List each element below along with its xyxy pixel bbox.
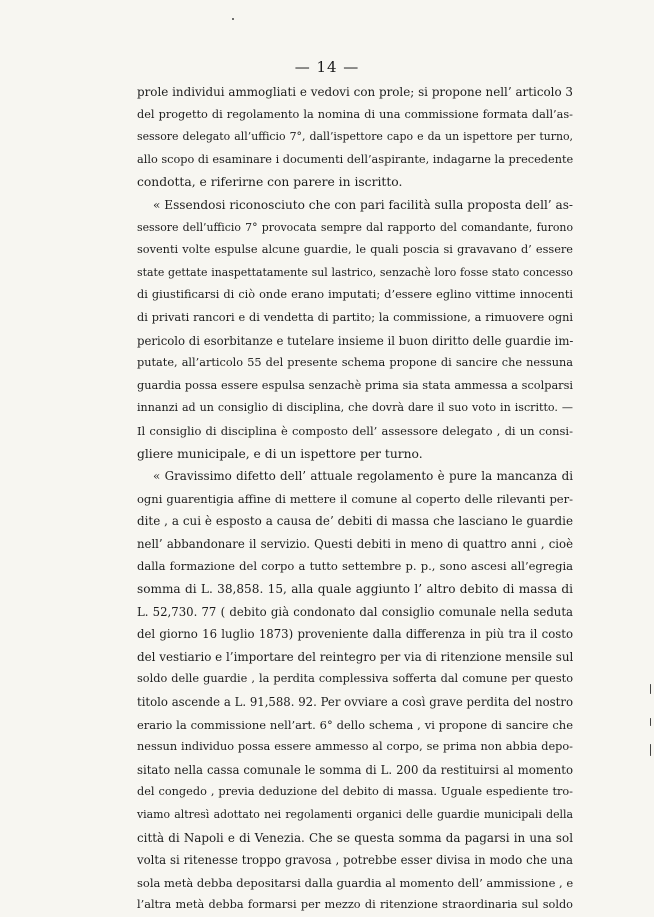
text-line: soldo delle guardie , la perdita complessiva sofferta dal comune per questo (137, 672, 573, 686)
text-line: « Essendosi riconosciuto che con pari facilità sulla proposta dell’ as- (153, 197, 573, 212)
text-line: del vestiario e l’importare del reintegro per via di ritenzione mensile sul (137, 649, 574, 664)
text-line: nessun individuo possa essere ammesso al corpo, se prima non abbia depo- (137, 740, 573, 754)
text-line: nell’ abbandonare il servizio. Questi debiti in meno di quattro anni , cioè (137, 536, 573, 551)
text-line: volta si ritenesse troppo gravosa , potrebbe esser divisa in modo che una (137, 853, 573, 868)
text-line: Il consiglio di disciplina è composto dell’ assessore delegato , di un consi- (137, 423, 573, 438)
text-line: del giorno 16 luglio 1873) proveniente dalla differenza in più tra il costo (137, 627, 573, 642)
text-line: L. 52,730. 77 ( debito già condonato dal consiglio comunale nella seduta (137, 604, 573, 619)
text-line: di privati rancori e di vendetta di partito; la commissione, a rimuovere ogni (137, 310, 573, 324)
scan-speck (650, 684, 651, 694)
scan-speck (650, 744, 651, 756)
text-line: condotta, e riferirne con parere in iscritto. (137, 175, 403, 190)
text-line: erario la commissione nell’art. 6° dello schema , vi propone di sancire che (137, 717, 573, 732)
text-line: viamo altresì adottato nei regolamenti organici delle guardie municipali della (137, 808, 573, 821)
text-body (137, 81, 573, 917)
text-line: sessore delegato all’ufficio 7°, dall’ispettore capo e da un ispettore per turno, (137, 130, 573, 144)
text-line: sitato nella cassa comunale le somma di L. 200 da restituirsi al momento (137, 762, 573, 777)
text-line: città di Napoli e di Venezia. Che se questa somma da pagarsi in una sol (137, 830, 573, 845)
text-line: sessore dell’ufficio 7° provocata sempre dal rapporto del comandante, furono (137, 220, 573, 234)
text-line: putate, all’articolo 55 del presente schema propone di sancire che nessuna (137, 356, 573, 370)
text-line: soventi volte espulse alcune guardie, le quali poscia si gravavano d’ essere (137, 243, 573, 257)
text-line: « Gravissimo difetto dell’ attuale regolamento è pure la mancanza di (153, 469, 573, 484)
text-line: gliere municipale, e di un ispettore per turno. (137, 446, 423, 461)
text-line: dite , a cui è esposto a causa de’ debiti di massa che lasciano le guardie (137, 514, 573, 529)
text-line: allo scopo di esaminare i documenti dell’aspirante, indagarne la precedente (137, 152, 574, 166)
scan-speck (232, 18, 234, 20)
text-line: state gettate inaspettatamente sul lastrico, senzachè loro fosse stato concesso (137, 265, 573, 279)
text-line: pericolo di esorbitanze e tutelare insieme il buon diritto delle guardie im- (137, 333, 574, 348)
text-line: di giustificarsi di ciò onde erano imputati; d’essere eglino vittime innocenti (137, 288, 573, 302)
text-line: del congedo , previa deduzione del debito di massa. Uguale espediente tro- (137, 785, 573, 799)
text-line: titolo ascende a L. 91,588. 92. Per ovviare a così grave perdita del nostro (137, 695, 573, 710)
page-number: — 14 — (294, 58, 360, 76)
text-line: sola metà debba depositarsi dalla guardia al momento dell’ ammissione , e (137, 875, 574, 890)
text-line: dalla formazione del corpo a tutto settembre p. p., sono ascesi all’egregia (137, 559, 573, 574)
scan-speck (650, 718, 651, 726)
text-line: prole individui ammogliati e vedovi con prole; si propone nell’ articolo 3 (137, 85, 573, 99)
text-line: del progetto di regolamento la nomina di una commissione formata dall’as- (137, 107, 573, 121)
text-line: somma di L. 38,858. 15, alla quale aggiunto l’ altro debito di massa di (137, 582, 573, 597)
text-line: innanzi ad un consiglio di disciplina, che dovrà dare il suo voto in iscritto. — (137, 401, 573, 415)
text-line: guardia possa essere espulsa senzachè prima sia stata ammessa a scolparsi (137, 378, 573, 392)
text-line: l’altra metà debba formarsi per mezzo di ritenzione straordinaria sul soldo (137, 898, 573, 912)
text-line: ogni guarentigia affine di mettere il comune al coperto delle rilevanti per- (137, 491, 573, 506)
